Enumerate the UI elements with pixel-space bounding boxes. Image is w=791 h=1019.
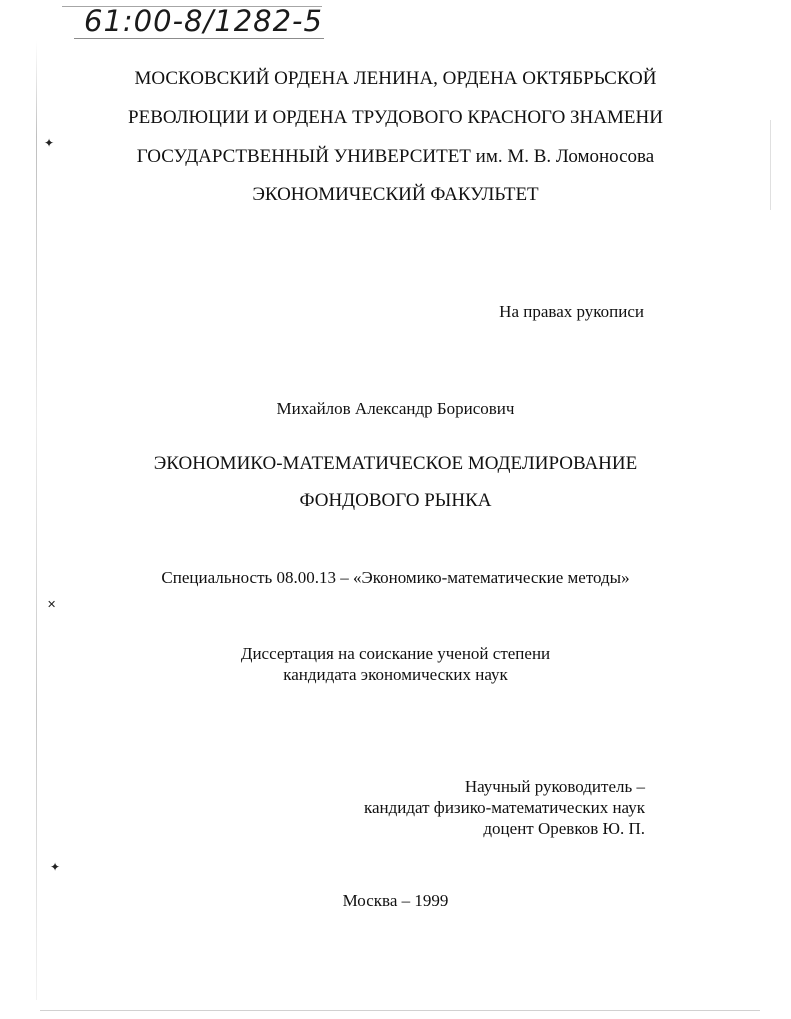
scan-bottom-line [40,1010,760,1011]
specialty: Специальность 08.00.13 – «Экономико-математические методы» [161,568,630,587]
margin-mark-icon: ✦ [50,860,61,874]
thesis-title-line-1: ЭКОНОМИКО-МАТЕМАТИЧЕСКОЕ МОДЕЛИРОВАНИЕ [153,453,638,474]
faculty-name: ЭКОНОМИЧЕСКИЙ ФАКУЛЬТЕТ [252,184,539,205]
degree-line-1: Диссертация на соискание ученой степени [240,644,551,663]
place-year: Москва – 1999 [342,891,449,910]
author-name: Михайлов Александр Борисович [276,399,515,418]
supervisor-line-1: Научный руководитель – [464,777,645,796]
supervisor-line-3: доцент Оревков Ю. П. [483,819,645,838]
archive-number: 61:00-8/1282-5 [84,4,323,38]
university-line-3: ГОСУДАРСТВЕННЫЙ УНИВЕРСИТЕТ им. М. В. Ломоносова [136,146,655,167]
university-line-2: РЕВОЛЮЦИИ И ОРДЕНА ТРУДОВОГО КРАСНОГО ЗНАМЕНИ [128,107,663,128]
manuscript-note: На правах рукописи [499,302,644,321]
supervisor-line-2: кандидат физико-математических наук [363,798,645,817]
thesis-title-line-2: ФОНДОВОГО РЫНКА [299,490,492,511]
margin-mark-icon: ✕ [47,598,57,611]
archive-underline [74,38,324,39]
margin-mark-icon: ✦ [44,136,55,150]
degree-line-2: кандидата экономических наук [283,665,508,684]
university-line-1: МОСКОВСКИЙ ОРДЕНА ЛЕНИНА, ОРДЕНА ОКТЯБРЬСКОЙ [134,68,657,89]
